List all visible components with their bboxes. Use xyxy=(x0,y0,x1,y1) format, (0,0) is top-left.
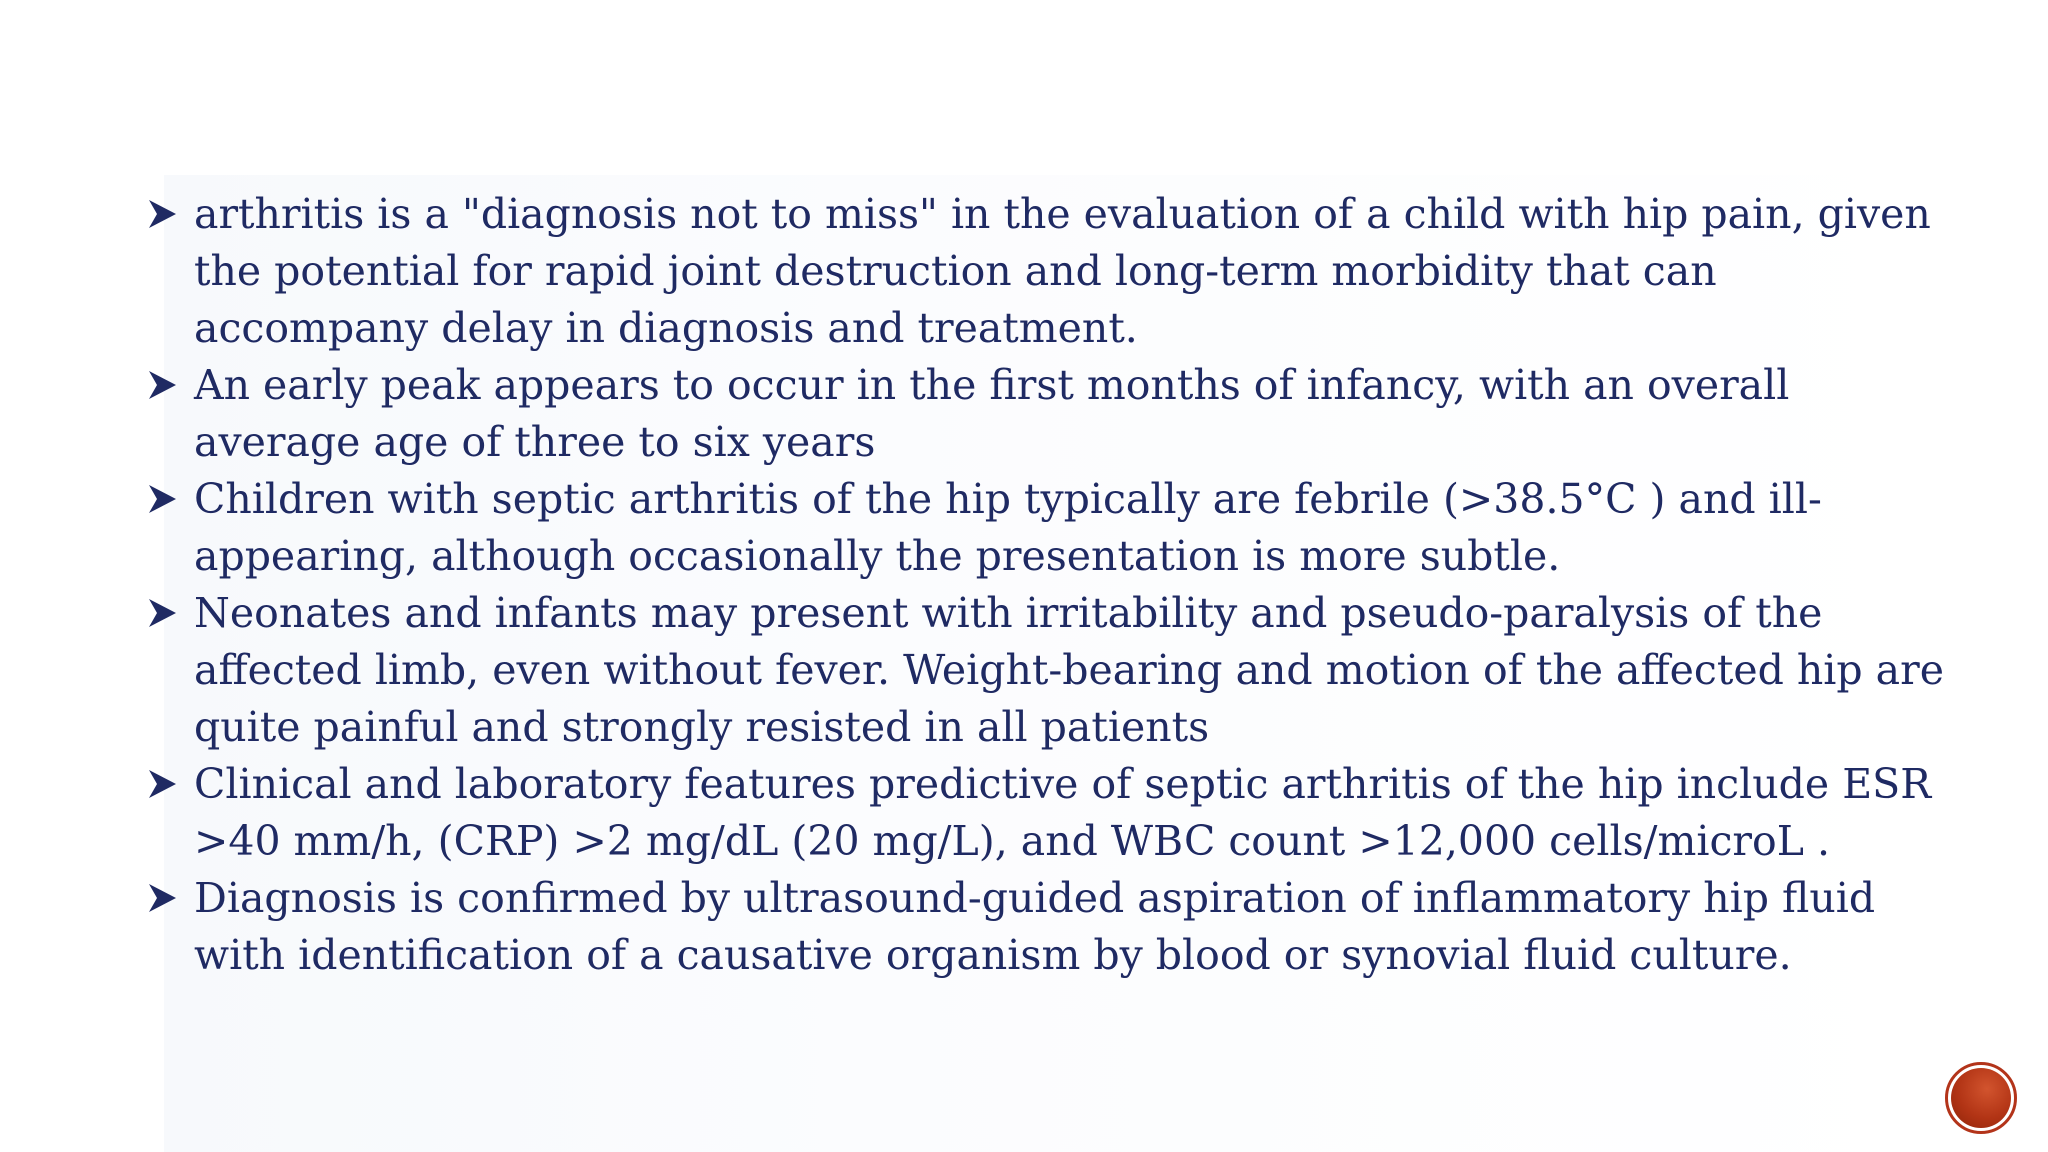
bullet-item xyxy=(146,471,1946,585)
bullet-item xyxy=(146,870,1946,984)
bullet-text: Neonates and infants may present with irritability and pseudo-paralysis of the affected limb, even without fever. Weight-bearing and motion of the affected hip are quite painful and strongly resisted in all patients xyxy=(194,589,1944,751)
corner-badge-fill xyxy=(1951,1068,2011,1128)
bullet-text: Clinical and laboratory features predictive of septic arthritis of the hip include ESR >40 mm/h, (CRP) >2 mg/dL (20 mg/L), and WBC count >12,000 cells/microL . xyxy=(194,760,1932,865)
arrowhead-bullet-icon xyxy=(146,369,178,401)
bullet-item xyxy=(146,186,1946,357)
arrowhead-bullet-icon xyxy=(146,198,178,230)
bullet-text: arthritis is a "diagnosis not to miss" in the evaluation of a child with hip pain, given the potential for rapid joint destruction and long-term morbidity that can accompany delay in diagnosis and treatment. xyxy=(194,190,1931,352)
arrowhead-bullet-icon xyxy=(146,882,178,914)
bullet-list xyxy=(146,186,1946,984)
bullet-text: Children with septic arthritis of the hip typically are febrile (>38.5°C ) and ill-appearing, although occasionally the presentation is more subtle. xyxy=(194,475,1822,580)
bullet-text: Diagnosis is confirmed by ultrasound-guided aspiration of inflammatory hip fluid with identification of a causative organism by blood or synovial fluid culture. xyxy=(194,874,1876,979)
arrowhead-bullet-icon xyxy=(146,597,178,629)
corner-badge-icon xyxy=(1945,1062,2017,1134)
bullet-item xyxy=(146,585,1946,756)
arrowhead-bullet-icon xyxy=(146,768,178,800)
arrowhead-bullet-icon xyxy=(146,483,178,515)
bullet-text: An early peak appears to occur in the first months of infancy, with an overall average age of three to six years xyxy=(194,361,1790,466)
bullet-item xyxy=(146,756,1946,870)
bullet-item xyxy=(146,357,1946,471)
